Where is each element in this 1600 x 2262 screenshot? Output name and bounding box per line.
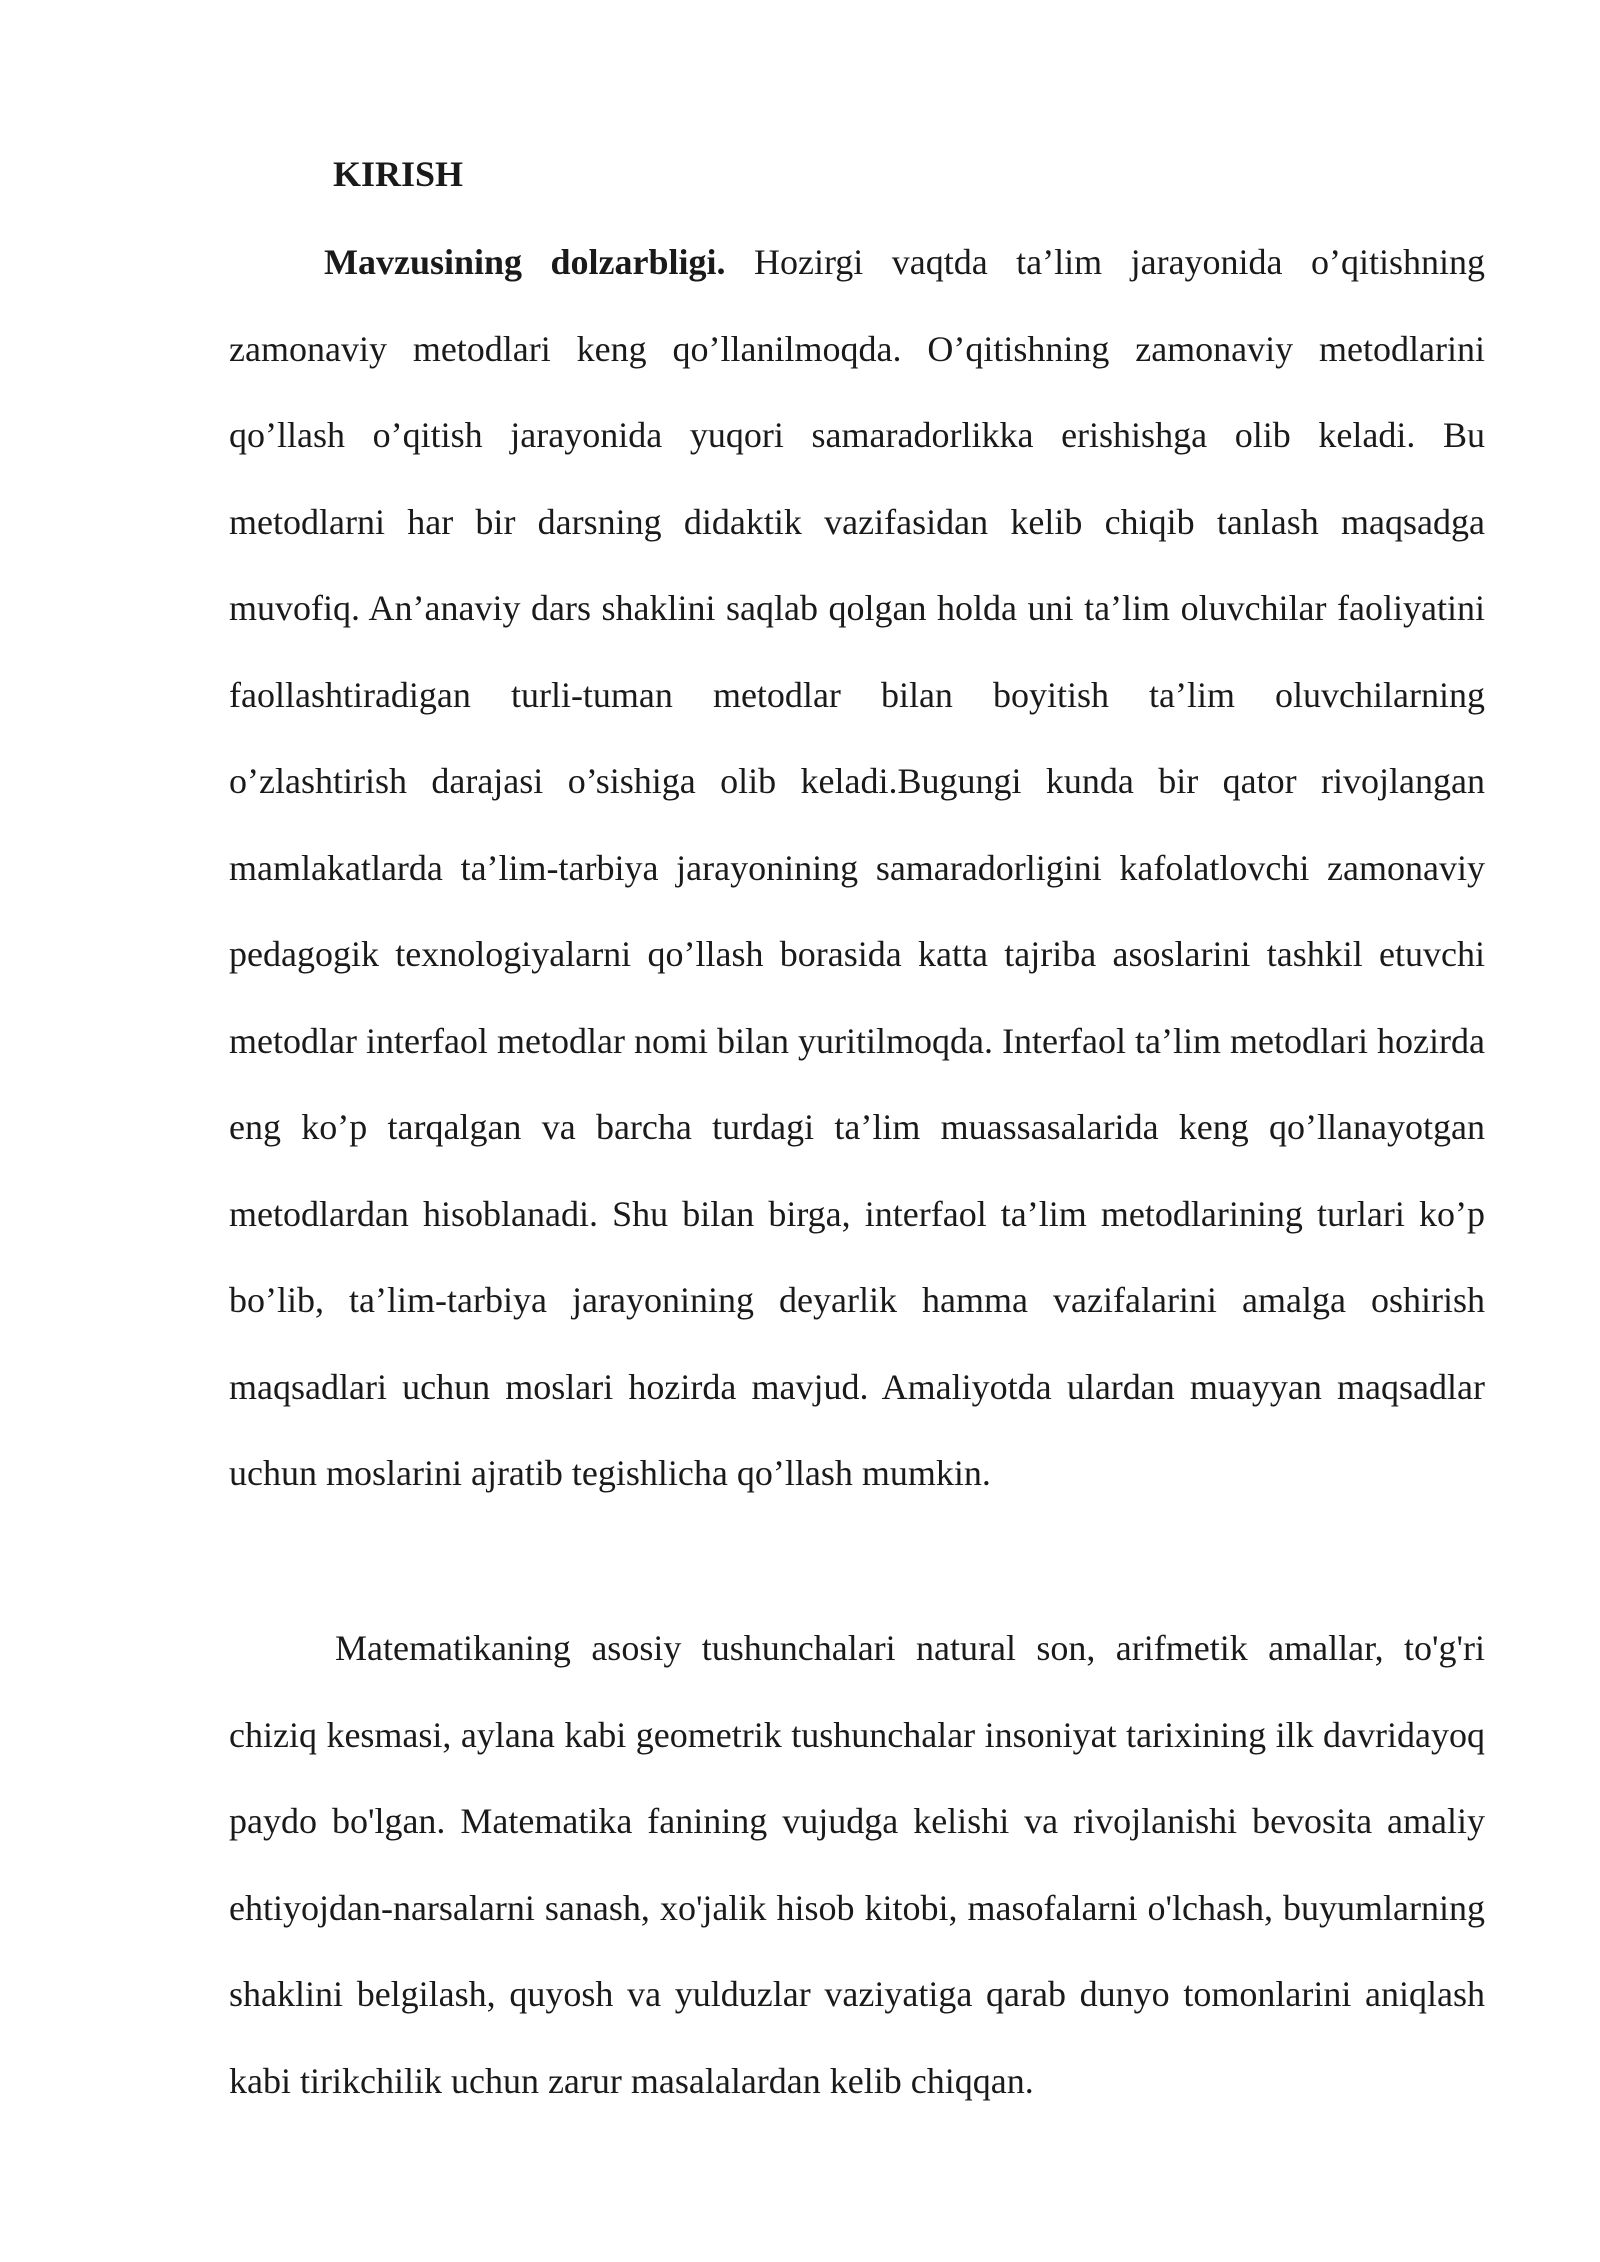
paragraph-mathematics — [229, 1605, 1485, 2124]
paragraph-text: Matematikaning asosiy tushunchalari natural son, arifmetik amallar, to'g'ri chiziq kesmasi, aylana kabi geometrik tushunchalar insoniyat tarixining ilk davridayoq paydo bo'lgan. Matematika fanining vujudga kelishi va rivojlanishi bevosita amaliy ehtiyojdan-narsalarni sanash, xo'jalik hisob kitobi, masofalarni o'lchash, buyumlarning shaklini belgilash, quyosh va yulduzlar vaziyatiga qarab dunyo tomonlarini aniqlash kabi tirikchilik uchun zarur masalalardan kelib chiqqan. — [229, 1628, 1485, 2101]
section-heading: KIRISH — [333, 154, 464, 194]
paragraph-text: Hozirgi vaqtda ta’lim jarayonida o’qitishning zamonaviy metodlari keng qo’llanilmoqda. O’qitishning zamonaviy metodlarini qo’llash o’qitish jarayonida yuqori samaradorlikka erishishga olib keladi. Bu metodlarni har bir darsning didaktik vazifasidan kelib chiqib tanlash maqsadga muvofiq. An’anaviy dars shaklini saqlab qolgan holda uni ta’lim oluvchilar faoliyatini faollashtiradigan turli-tuman metodlar bilan boyitish ta’lim oluvchilarning o’zlashtirish darajasi o’sishiga olib keladi.Bugungi kunda bir qator rivojlangan mamlakatlarda ta’lim-tarbiya jarayonining samaradorligini kafolatlovchi zamonaviy pedagogik texnologiyalarni qo’llash borasida katta tajriba asoslarini tashkil etuvchi metodlar interfaol metodlar nomi bilan yuritilmoqda. Interfaol ta’lim metodlari hozirda eng ko’p tarqalgan va barcha turdagi ta’lim muassasalarida keng qo’llanayotgan metodlardan hisoblanadi. Shu bilan birga, interfaol ta’lim metodlarining turlari ko’p bo’lib, ta’lim-tarbiya jarayonining deyarlik hamma vazifalarini amalga oshirish maqsadlari uchun moslari hozirda mavjud. Amaliyotda ulardan muayyan maqsadlar uchun moslarini ajratib tegishlicha qo’llash mumkin. — [229, 242, 1486, 1493]
paragraph-lead: Mavzusining dolzarbligi. — [324, 242, 726, 282]
paragraph-relevance — [229, 219, 1485, 1517]
